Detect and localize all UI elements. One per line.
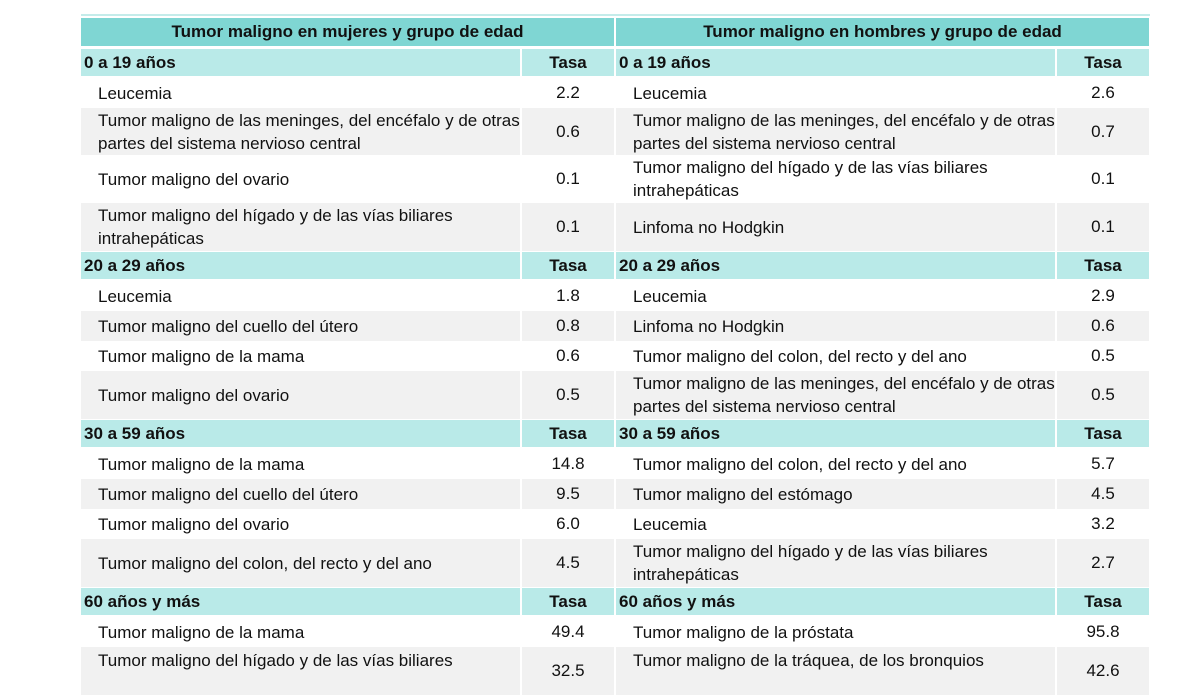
rate: 14.8 — [551, 454, 585, 473]
diagnosis: Tumor maligno del colon, del recto y del ano — [633, 346, 967, 366]
group-header — [616, 420, 1149, 447]
diagnosis: Tumor maligno del colon, del recto y del ano — [81, 539, 520, 587]
diagnosis: Tumor maligno de las meninges, del encéfalo y de otras partes del sistema nervioso central — [616, 371, 1055, 419]
diagnosis: Tumor maligno del ovario — [98, 514, 290, 534]
rate: 0.1 — [556, 169, 580, 188]
diagnosis: Tumor maligno de las meninges, del encéfalo y de otras partes del sistema nervioso central — [81, 108, 520, 155]
rate: 2.2 — [556, 83, 580, 102]
rate: 0.5 — [522, 371, 614, 419]
rate: 0.1 — [1057, 203, 1149, 251]
table-row — [616, 539, 1149, 587]
rate: 32.5 — [522, 647, 614, 695]
top-rule — [81, 14, 1150, 16]
diagnosis: Tumor maligno del cuello del útero — [81, 311, 520, 341]
table-row — [81, 647, 614, 695]
age-group-label: 0 a 19 años — [616, 49, 1055, 76]
diagnosis: Leucemia — [633, 83, 707, 103]
table-row — [81, 371, 614, 419]
table-row — [81, 108, 614, 155]
women-column — [81, 18, 614, 695]
rate-header: Tasa — [1057, 420, 1149, 447]
rate-header: Tasa — [1057, 252, 1149, 279]
diagnosis: Tumor maligno de la tráquea, de los bronquios — [616, 647, 1055, 695]
rate: 0.8 — [522, 311, 614, 341]
table-row — [81, 203, 614, 251]
table-row — [81, 479, 614, 509]
table-row — [616, 311, 1149, 341]
group-header — [81, 588, 614, 615]
diagnosis: Linfoma no Hodgkin — [616, 311, 1055, 341]
table-row — [616, 281, 1149, 311]
age-group-label: 60 años y más — [616, 588, 1055, 615]
diagnosis: Leucemia — [98, 83, 172, 103]
diagnosis: Tumor maligno de la mama — [98, 622, 305, 642]
table-row — [81, 311, 614, 341]
table-row — [616, 155, 1149, 203]
rate: 42.6 — [1057, 647, 1149, 695]
table-row — [616, 449, 1149, 479]
rate: 49.4 — [551, 622, 585, 641]
rate: 0.5 — [1057, 371, 1149, 419]
rate-header: Tasa — [522, 49, 614, 76]
women-title: Tumor maligno en mujeres y grupo de edad — [81, 18, 614, 46]
diagnosis: Linfoma no Hodgkin — [616, 203, 1055, 251]
rate: 3.2 — [1091, 514, 1115, 533]
table-row — [81, 281, 614, 311]
diagnosis: Tumor maligno de la próstata — [633, 622, 854, 642]
rate: 0.1 — [522, 203, 614, 251]
diagnosis: Tumor maligno del colon, del recto y del ano — [633, 454, 967, 474]
diagnosis: Tumor maligno del estómago — [616, 479, 1055, 509]
rate: 95.8 — [1086, 622, 1120, 641]
group-header — [616, 588, 1149, 615]
diagnosis: Tumor maligno del hígado y de las vías biliares intrahepáticas — [633, 158, 988, 200]
table-row — [81, 449, 614, 479]
table-row — [616, 371, 1149, 419]
diagnosis: Tumor maligno del hígado y de las vías biliares — [81, 647, 520, 695]
diagnosis: Leucemia — [633, 286, 707, 306]
table-row — [81, 539, 614, 587]
rate: 9.5 — [522, 479, 614, 509]
table-row — [616, 617, 1149, 647]
rate: 4.5 — [522, 539, 614, 587]
table-row — [81, 155, 614, 203]
group-header — [616, 252, 1149, 279]
group-header — [81, 49, 614, 76]
diagnosis: Leucemia — [633, 514, 707, 534]
rate: 5.7 — [1091, 454, 1115, 473]
men-title: Tumor maligno en hombres y grupo de edad — [616, 18, 1149, 46]
table-row — [81, 78, 614, 108]
rate: 2.9 — [1091, 286, 1115, 305]
diagnosis: Tumor maligno del cuello del útero — [81, 479, 520, 509]
rate: 0.1 — [1091, 169, 1115, 188]
diagnosis: Tumor maligno del ovario — [98, 169, 290, 189]
table-row — [616, 509, 1149, 539]
rate-header: Tasa — [522, 420, 614, 447]
age-group-label: 30 a 59 años — [81, 420, 520, 447]
table-row — [616, 479, 1149, 509]
table-row — [616, 647, 1149, 695]
diagnosis: Tumor maligno de las meninges, del encéfalo y de otras partes del sistema nervioso central — [616, 108, 1055, 155]
age-group-label: 20 a 29 años — [616, 252, 1055, 279]
diagnosis: Tumor maligno del hígado y de las vías biliares intrahepáticas — [81, 203, 520, 251]
diagnosis: Tumor maligno de la mama — [98, 454, 305, 474]
rate: 2.6 — [1091, 83, 1115, 102]
table-row — [81, 341, 614, 371]
diagnosis: Tumor maligno del ovario — [81, 371, 520, 419]
table-row — [81, 617, 614, 647]
rate: 0.6 — [1057, 311, 1149, 341]
table-row — [616, 108, 1149, 155]
table-row — [616, 203, 1149, 251]
rate: 2.7 — [1057, 539, 1149, 587]
table-row — [81, 509, 614, 539]
rate-header: Tasa — [1057, 588, 1149, 615]
rate-header: Tasa — [522, 252, 614, 279]
age-group-label: 0 a 19 años — [81, 49, 520, 76]
rate: 0.7 — [1057, 108, 1149, 155]
diagnosis: Tumor maligno del hígado y de las vías biliares intrahepáticas — [616, 539, 1055, 587]
group-header — [81, 252, 614, 279]
rate: 0.6 — [522, 108, 614, 155]
rate-header: Tasa — [1057, 49, 1149, 76]
rate: 6.0 — [556, 514, 580, 533]
table-row — [616, 78, 1149, 108]
rate-header: Tasa — [522, 588, 614, 615]
table-row — [616, 341, 1149, 371]
rate: 0.5 — [1091, 346, 1115, 365]
diagnosis: Leucemia — [98, 286, 172, 306]
rate: 0.6 — [556, 346, 580, 365]
diagnosis: Tumor maligno de la mama — [98, 346, 305, 366]
cancer-rate-table — [81, 14, 1150, 695]
age-group-label: 60 años y más — [81, 588, 520, 615]
group-header — [81, 420, 614, 447]
rate: 1.8 — [556, 286, 580, 305]
men-column — [616, 18, 1149, 695]
age-group-label: 30 a 59 años — [616, 420, 1055, 447]
group-header — [616, 49, 1149, 76]
rate: 4.5 — [1057, 479, 1149, 509]
age-group-label: 20 a 29 años — [81, 252, 520, 279]
